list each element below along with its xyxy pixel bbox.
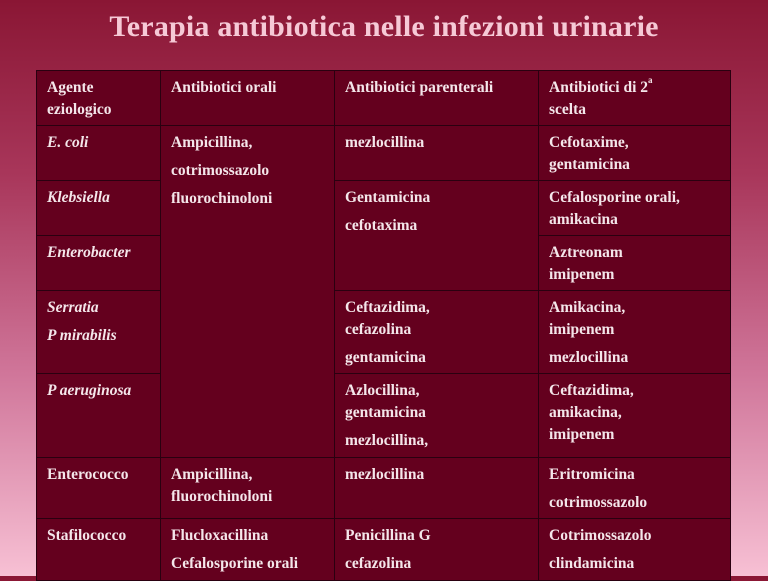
antibiotic-table [36, 70, 731, 581]
table-row [37, 374, 731, 458]
agent-cell: E. coli [37, 126, 161, 181]
table-row [37, 519, 731, 581]
second-choice-cell: Cefalosporine orali, amikacina [539, 181, 731, 236]
slide-title: Terapia antibiotica nelle infezioni urinarie [109, 10, 659, 43]
oral-cell: Ampicillina, cotrimossazolo fluorochinoloni [161, 126, 335, 458]
agent-cell: Klebsiella [37, 181, 161, 236]
agent-cell: Serratia P mirabilis [37, 291, 161, 374]
header-parenteral: Antibiotici parenterali [335, 71, 539, 126]
agent-cell: Enterobacter [37, 236, 161, 291]
parenteral-cell: Azlocillina, gentamicina mezlocillina, [335, 374, 539, 458]
table-row [37, 181, 731, 236]
agent-cell: Stafilococco [37, 519, 161, 581]
header-second-choice: Antibiotici di 2$^a$ scelta [539, 71, 731, 126]
header-oral: Antibiotici orali [161, 71, 335, 126]
table-row [37, 126, 731, 181]
parenteral-cell: Gentamicina cefotaxima [335, 181, 539, 291]
parenteral-cell: mezlocillina [335, 458, 539, 519]
agent-cell: P aeruginosa [37, 374, 161, 458]
header-row [37, 71, 731, 126]
second-choice-cell: Eritromicina cotrimossazolo [539, 458, 731, 519]
parenteral-cell: Ceftazidima, cefazolina gentamicina [335, 291, 539, 374]
second-choice-cell: Cotrimossazolo clindamicina [539, 519, 731, 581]
table-row [37, 458, 731, 519]
table-row [37, 291, 731, 374]
second-choice-cell: Ceftazidima, amikacina, imipenem [539, 374, 731, 458]
agent-cell: Enterococco [37, 458, 161, 519]
second-choice-cell: Aztreonam imipenem [539, 236, 731, 291]
second-choice-cell: Amikacina, imipenem mezlocillina [539, 291, 731, 374]
oral-cell: Flucloxacillina Cefalosporine orali [161, 519, 335, 581]
oral-cell: Ampicillina, fluorochinoloni [161, 458, 335, 519]
second-choice-cell: Cefotaxime, gentamicina [539, 126, 731, 181]
parenteral-cell: Penicillina G cefazolina [335, 519, 539, 581]
header-agent: Agente eziologico [37, 71, 161, 126]
parenteral-cell: mezlocillina [335, 126, 539, 181]
